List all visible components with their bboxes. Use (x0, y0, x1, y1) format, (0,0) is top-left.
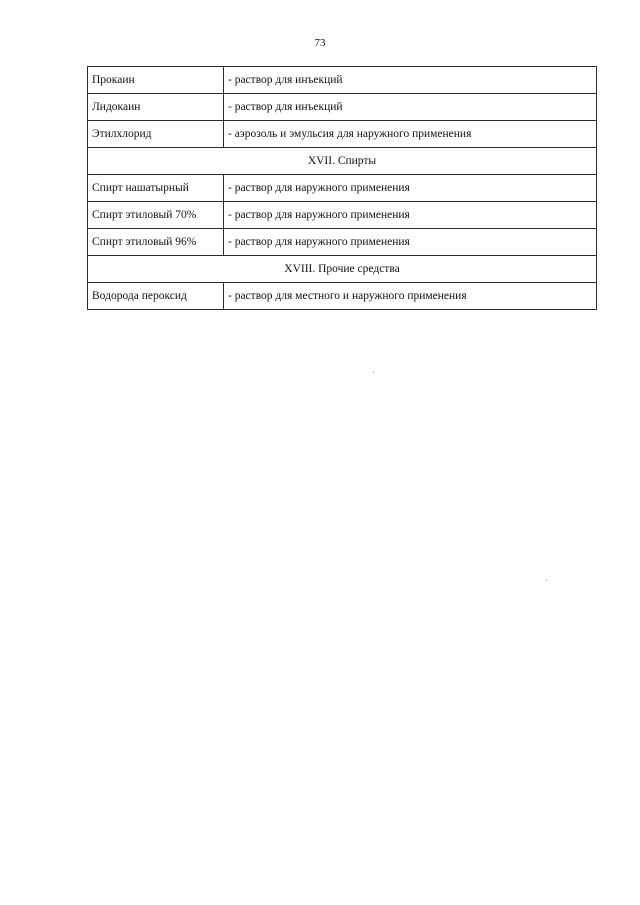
dosage-form-cell: - раствор для инъекций (224, 67, 597, 94)
dosage-form-cell: - раствор для местного и наружного применения (224, 283, 597, 310)
table-row (88, 283, 597, 310)
section-row (88, 256, 597, 283)
dosage-form-cell: - раствор для инъекций (224, 94, 597, 121)
section-heading: XVIII. Прочие средства (88, 256, 597, 283)
drug-name-cell: Этилхлорид (88, 121, 224, 148)
drug-name-cell: Прокаин (88, 67, 224, 94)
drug-table (87, 66, 597, 310)
drug-name-cell: Спирт этиловый 70% (88, 202, 224, 229)
section-heading: XVII. Спирты (88, 148, 597, 175)
drug-name-cell: Лидокаин (88, 94, 224, 121)
table-row (88, 202, 597, 229)
dosage-form-cell: - раствор для наружного применения (224, 202, 597, 229)
table-row (88, 121, 597, 148)
dosage-form-cell: - аэрозоль и эмульсия для наружного применения (224, 121, 597, 148)
scan-speck (546, 580, 547, 581)
drug-name-cell: Спирт этиловый 96% (88, 229, 224, 256)
dosage-form-cell: - раствор для наружного применения (224, 175, 597, 202)
drug-name-cell: Водорода пероксид (88, 283, 224, 310)
drug-name-cell: Спирт нашатырный (88, 175, 224, 202)
table-row (88, 67, 597, 94)
scan-speck (373, 372, 374, 373)
dosage-form-cell: - раствор для наружного применения (224, 229, 597, 256)
table-row (88, 229, 597, 256)
section-row (88, 148, 597, 175)
table-row (88, 175, 597, 202)
table-row (88, 94, 597, 121)
page-number: 73 (314, 37, 326, 49)
